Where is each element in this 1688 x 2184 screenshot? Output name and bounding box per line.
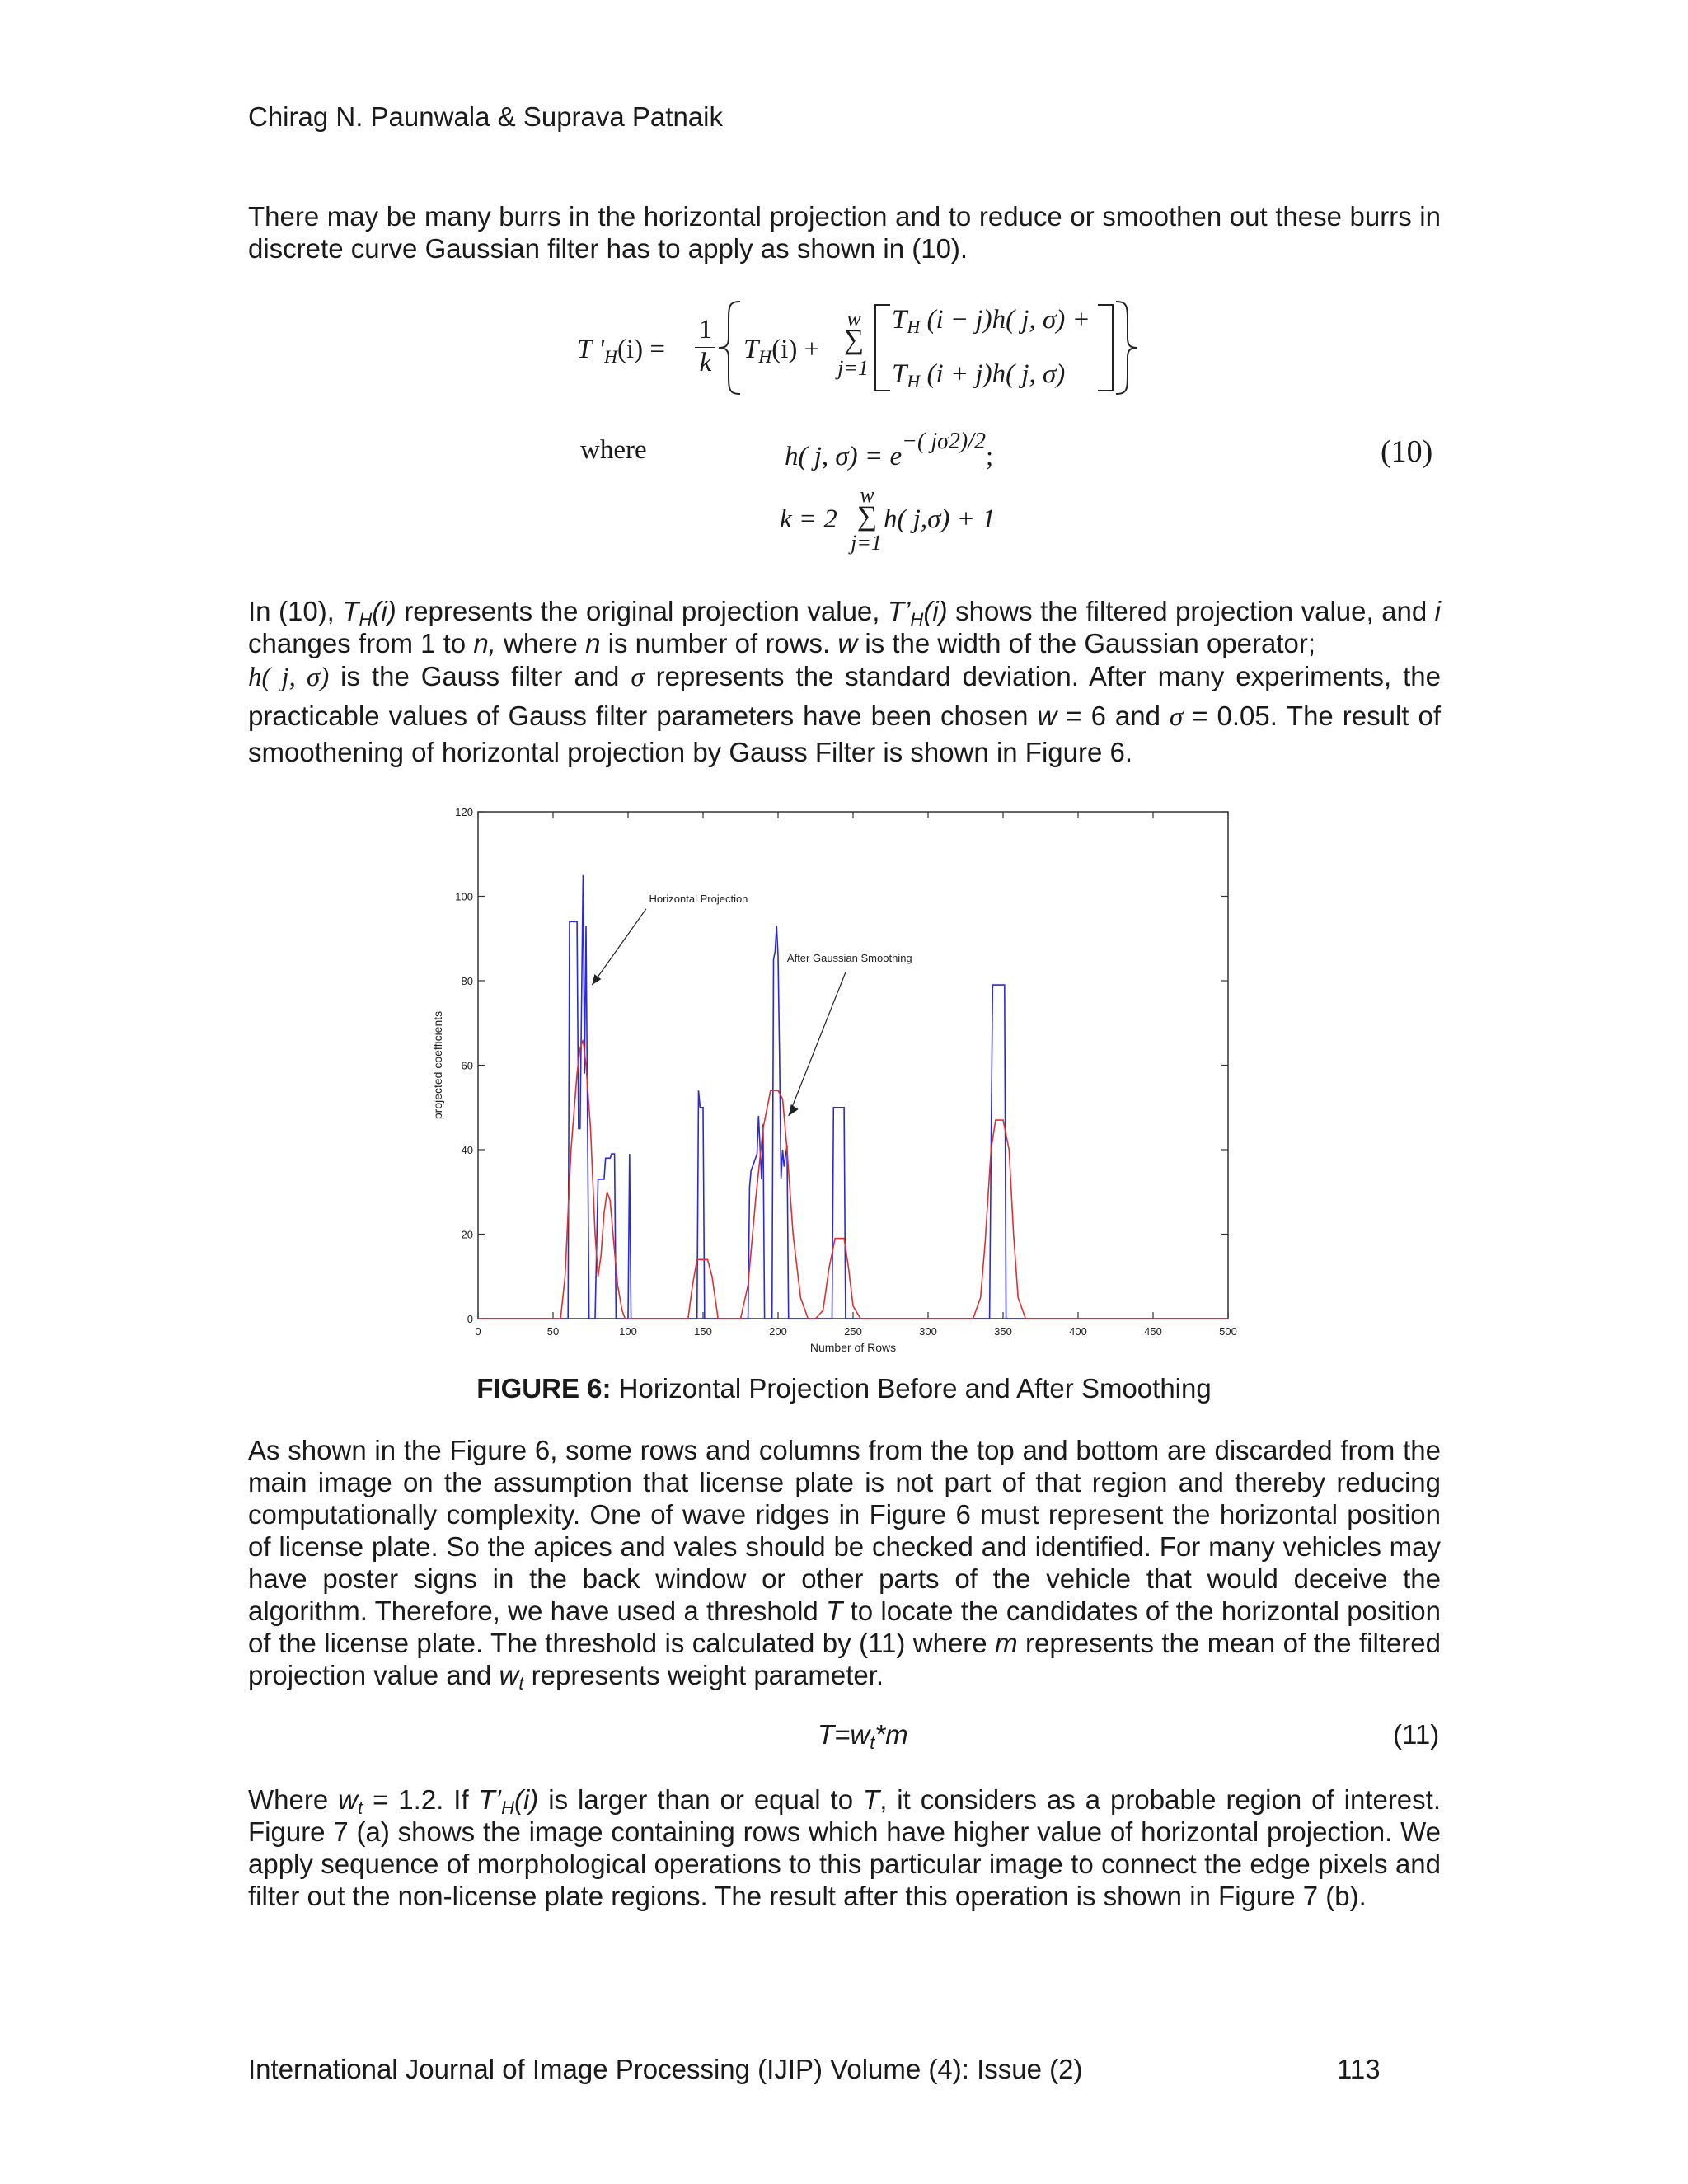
eq10-k-sum-bottom: j=1 [851, 531, 882, 555]
x-tick-label: 450 [1144, 1325, 1162, 1338]
chart-annotations [592, 893, 912, 1116]
chart-axes [431, 806, 1237, 1354]
eq11-number: (11) [1393, 1719, 1440, 1750]
y-tick-label: 40 [461, 1144, 473, 1156]
intro-paragraph: There may be many burrs in the horizontal projection and to reduce or smoothen out these burrs in discrete curve Gaussian filter has to apply as shown in (10). [248, 201, 1441, 264]
equation-11: $T=w_t*m$ [818, 1719, 908, 1753]
eq10-right-brace [1111, 298, 1141, 397]
footer-journal: International Journal of Image Processing (IJIP) Volume (4): Issue (2) [248, 2054, 1083, 2084]
eq10-k-sum-top: w [860, 483, 874, 507]
y-tick-label: 100 [455, 890, 473, 903]
annotation-arrow-2 [789, 972, 846, 1116]
x-tick-label: 400 [1069, 1325, 1087, 1338]
eq10-h-def: h( j, $\sigma) = e^{-( j\sigma 2)/2}$; [785, 429, 994, 471]
eq10-k-rest: h( j,σ) + 1 [884, 504, 996, 534]
paragraph-3: As shown in the Figure 6, some rows and columns from the top and bottom are discarded from the main image on the assumption that license plate is not part of that region and thereby reducing computationally complexity. One of wave ridges in Figure 6 must represent the horizontal position of license plate. So the apices and vales should be checked and identified. For many vehicles may have poster signs in the back window or other parts of the vehicle that would deceive the algorithm. Therefore, we have used a threshold T to locate the candidates of the horizontal position of the license plate. The threshold is calculated by (11) where m represents the mean of the filtered projection value and $w_t$ represents weight parameter. [248, 1435, 1441, 1694]
eq10-term1: $T_H(i)$ + [743, 335, 820, 367]
page-number: 113 [1337, 2054, 1381, 2084]
eq10-left-bracket [870, 303, 893, 394]
eq10-sum-bottom: j=1 [837, 356, 869, 380]
eq10-k-sum-symbol: ∑ [856, 501, 878, 532]
eq10-lhs: T '$_H(i)$ = [577, 335, 665, 367]
paragraph-2: In (10), $T_H(i)$ represents the original projection value, $T’_H(i)$ shows the filtered projection value, and i changes from 1 to n, where n is number of rows. w is the width of the Gaussian operator; [248, 596, 1442, 658]
arrowhead-2 [789, 1104, 799, 1116]
x-tick-label: 100 [619, 1325, 637, 1338]
plot-frame [478, 812, 1228, 1319]
annotation-horizontal-projection: Horizontal Projection [649, 893, 748, 906]
y-tick-label: 120 [455, 806, 473, 818]
y-tick-label: 20 [461, 1228, 473, 1241]
x-tick-label: 150 [694, 1325, 712, 1338]
y-tick-label: 80 [461, 975, 473, 987]
x-axis-label: Number of Rows [809, 1341, 897, 1354]
eq10-sum-top: w [846, 307, 861, 330]
eq10-row2: $T_H$ (i + j)h( j, σ) [892, 359, 1066, 391]
x-tick-label: 300 [919, 1325, 937, 1338]
annotation-gaussian-smoothing: After Gaussian Smoothing [786, 951, 912, 964]
series-line-gaussian-smoothing [478, 1040, 1228, 1319]
eq10-frac-num: 1 [698, 315, 713, 344]
x-tick-label: 350 [994, 1325, 1012, 1338]
eq10-number: (10) [1381, 434, 1433, 469]
paragraph-4: Where $w_t = 1.2$. If $T’_H(i)$ is larger than or equal to T, it considers as a probable region of interest. Figure 7 (a) shows the image containing rows which have higher value of horizontal projection. We apply sequence of morphological operations to this particular image to connect the edge pixels and filter out the non-license plate regions. The result after this operation is shown in Figure 7 (b). [248, 1784, 1441, 1911]
arrowhead-1 [592, 974, 601, 985]
paragraph-2-line3: h( j, σ) is the Gauss filter and σ represents the standard deviation. After many experiments, the [248, 661, 1441, 692]
eq10-row1: $T_H$ (i − j)h( j, σ) + [892, 305, 1090, 337]
y-axis-label: projected coefficients [431, 1010, 444, 1120]
annotation-arrow-1 [592, 909, 646, 985]
series-line-horizontal-projection [478, 875, 1228, 1319]
x-tick-label: 200 [769, 1325, 787, 1338]
y-tick-label: 60 [461, 1059, 473, 1072]
paragraph-2-line5: smoothening of horizontal projection by Gauss Filter is shown in Figure 6. [248, 737, 1133, 767]
eq10-left-brace [715, 298, 745, 397]
y-tick-label: 0 [467, 1313, 473, 1325]
eq10-frac-den: k [699, 348, 712, 377]
eq10-k-lhs: k = 2 [780, 504, 837, 534]
x-tick-label: 50 [546, 1325, 560, 1338]
figure-6-chart [412, 804, 1269, 1364]
eq10-where: where [580, 435, 647, 465]
running-header: Chirag N. Paunwala & Suprava Patnaik [248, 101, 723, 132]
x-tick-label: 250 [844, 1325, 862, 1338]
x-tick-label: 500 [1219, 1325, 1237, 1338]
paragraph-2-line4: practicable values of Gauss filter parameters have been chosen w = 6 and σ = 0.05. The result of [248, 701, 1441, 732]
eq10-sum-symbol: ∑ [843, 325, 865, 355]
figure-6-caption: FIGURE 6: Horizontal Projection Before and After Smoothing [476, 1373, 1212, 1404]
equation-10 [560, 288, 1451, 560]
chart-series [478, 875, 1228, 1319]
x-tick-label: 0 [475, 1325, 481, 1338]
